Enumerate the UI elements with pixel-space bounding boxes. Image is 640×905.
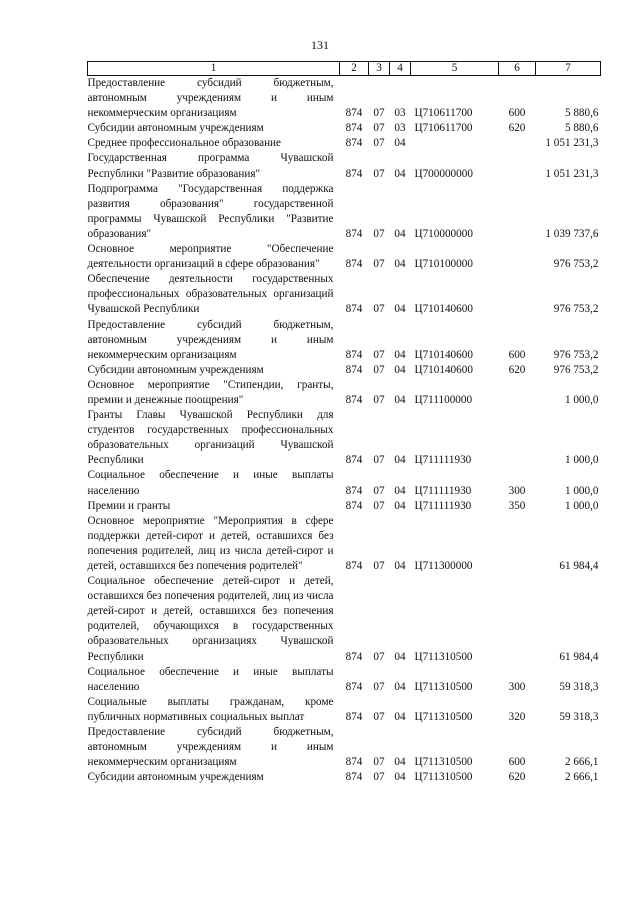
- column-header-6: 6: [499, 62, 536, 76]
- row-section-code: 07: [373, 756, 385, 769]
- row-section-code: 07: [373, 303, 385, 316]
- row-grbs-code: 874: [345, 107, 363, 120]
- row-grbs-code: 874: [345, 348, 363, 361]
- row-amount: 1 051 231,3: [545, 167, 599, 180]
- row-grbs-code: 874: [345, 680, 363, 693]
- row-expense-type-code: 600: [508, 348, 526, 361]
- row-target-article-code: Ц700000000: [414, 167, 473, 180]
- row-expense-type-code: 600: [508, 107, 526, 120]
- column-header-5: 5: [411, 62, 499, 76]
- row-subsection-code: 03: [394, 107, 406, 120]
- row-expense-type-code: 300: [508, 680, 526, 693]
- row-expense-type-code: 620: [508, 771, 526, 784]
- row-target-article-code: Ц710611700: [414, 107, 473, 120]
- row-amount: 59 318,3: [559, 710, 599, 723]
- row-target-article-code: Ц710140600: [414, 348, 473, 361]
- row-grbs-code: 874: [345, 303, 363, 316]
- row-subsection-code: 03: [394, 122, 406, 135]
- row-section-code: 07: [373, 560, 385, 572]
- page-number: 131: [311, 38, 329, 52]
- row-section-code: 07: [373, 258, 385, 271]
- row-subsection-code: 04: [394, 363, 406, 376]
- row-expense-type-code: [499, 151, 536, 181]
- row-grbs-code: 874: [345, 258, 363, 271]
- row-amount: 2 666,1: [564, 771, 599, 784]
- row-expense-type-code: 600: [508, 756, 526, 769]
- row-section-code: 07: [373, 454, 385, 467]
- row-amount: 1 000,0: [564, 484, 599, 497]
- column-header-3: 3: [369, 62, 390, 76]
- row-target-article-code: Ц711300000: [414, 560, 473, 572]
- row-section-code: 07: [373, 137, 385, 150]
- row-name: Основное мероприятие "Мероприятия в сфере поддержки детей-сирот и детей, оставшихся без попечения родителей, лиц из числа детей-сирот и детей, оставшихся без попечения родителей": [87, 514, 334, 572]
- row-amount: 1 039 737,6: [545, 227, 599, 240]
- row-amount: 2 666,1: [564, 756, 599, 769]
- row-section-code: 07: [373, 710, 385, 723]
- row-subsection-code: 04: [394, 560, 406, 572]
- row-amount: 976 753,2: [553, 258, 599, 271]
- row-expense-type-code: [499, 574, 536, 665]
- row-name: Социальное обеспечение детей-сирот и детей, оставшихся без попечения родителей, лиц из числа детей-сирот и детей, оставшихся без попечения родителей, обучающихся в государственных образовательных организациях Чувашской Республики: [87, 575, 334, 663]
- column-header-1: 1: [88, 62, 340, 76]
- table-row: [88, 514, 601, 574]
- row-grbs-code: 874: [345, 393, 363, 406]
- row-target-article-code: Ц711111930: [414, 499, 472, 512]
- row-target-article-code: Ц710611700: [414, 122, 473, 135]
- row-target-article-code: [411, 136, 499, 151]
- row-amount: 976 753,2: [553, 363, 599, 376]
- table-row: [88, 770, 601, 785]
- row-section-code: 07: [373, 680, 385, 693]
- row-grbs-code: 874: [345, 122, 363, 135]
- row-amount: 1 000,0: [564, 393, 599, 406]
- row-expense-type-code: [499, 408, 536, 468]
- row-subsection-code: 04: [394, 650, 406, 663]
- row-grbs-code: 874: [345, 560, 363, 572]
- row-target-article-code: Ц711111930: [414, 454, 472, 467]
- row-expense-type-code: 620: [508, 363, 526, 376]
- row-expense-type-code: [499, 182, 536, 242]
- row-name: Субсидии автономным учреждениям: [87, 363, 264, 376]
- row-expense-type-code: [499, 136, 536, 151]
- table-row: [88, 363, 601, 378]
- row-subsection-code: 04: [394, 771, 406, 784]
- row-amount: 61 984,4: [559, 560, 599, 572]
- row-section-code: 07: [373, 122, 385, 135]
- column-header-4: 4: [390, 62, 411, 76]
- table-row: [88, 182, 601, 242]
- row-name: Основное мероприятие "Обеспечение деятельности организаций в сфере образования": [87, 243, 334, 271]
- header-row: [88, 62, 601, 76]
- row-name: Основное мероприятие "Стипендии, гранты, премии и денежные поощрения": [87, 378, 334, 406]
- row-subsection-code: 04: [394, 348, 406, 361]
- row-subsection-code: 04: [394, 756, 406, 769]
- table-row: [88, 499, 601, 514]
- row-grbs-code: 874: [345, 756, 363, 769]
- row-amount: 976 753,2: [553, 348, 599, 361]
- row-subsection-code: 04: [394, 454, 406, 467]
- row-name: Премии и гранты: [87, 499, 171, 512]
- row-name: Социальное обеспечение и иные выплаты населению: [87, 469, 334, 497]
- row-amount: 1 000,0: [564, 454, 599, 467]
- row-subsection-code: 04: [394, 484, 406, 497]
- row-grbs-code: 874: [345, 499, 363, 512]
- table-row: [88, 408, 601, 468]
- row-name: Социальные выплаты гражданам, кроме публичных нормативных социальных выплат: [87, 695, 334, 723]
- row-name: Предоставление субсидий бюджетным, автономным учреждениям и иным некоммерческим организациям: [87, 77, 334, 120]
- row-target-article-code: Ц711310500: [414, 771, 473, 784]
- row-expense-type-code: 620: [508, 122, 526, 135]
- row-name: Государственная программа Чувашской Республики "Развитие образования": [87, 152, 334, 180]
- row-amount: 61 984,4: [559, 650, 599, 663]
- row-target-article-code: Ц711111930: [414, 484, 472, 497]
- row-grbs-code: 874: [345, 484, 363, 497]
- row-grbs-code: 874: [345, 454, 363, 467]
- row-section-code: 07: [373, 393, 385, 406]
- table-row: [88, 695, 601, 725]
- row-grbs-code: 874: [345, 227, 363, 240]
- row-section-code: 07: [373, 107, 385, 120]
- table-row: [88, 151, 601, 181]
- row-amount: 1 051 231,3: [545, 137, 599, 150]
- row-target-article-code: Ц710100000: [414, 258, 473, 271]
- row-name: Гранты Главы Чувашской Республики для студентов государственных профессиональных образовательных организаций Чувашской Республики: [87, 409, 334, 467]
- row-amount: 976 753,2: [553, 303, 599, 316]
- table-row: [88, 76, 601, 122]
- row-section-code: 07: [373, 650, 385, 663]
- row-subsection-code: 04: [394, 499, 406, 512]
- row-section-code: 07: [373, 771, 385, 784]
- row-name: Предоставление субсидий бюджетным, автономным учреждениям и иным некоммерческим организациям: [87, 318, 334, 361]
- row-name: Социальное обеспечение и иные выплаты населению: [87, 665, 334, 693]
- row-amount: 5 880,6: [564, 107, 599, 120]
- row-target-article-code: Ц710140600: [414, 303, 473, 316]
- budget-table: [87, 61, 601, 785]
- row-grbs-code: 874: [345, 771, 363, 784]
- row-subsection-code: 04: [394, 137, 406, 150]
- row-amount: 1 000,0: [564, 499, 599, 512]
- table-body: [88, 76, 601, 786]
- column-header-2: 2: [340, 62, 369, 76]
- row-subsection-code: 04: [394, 680, 406, 693]
- row-subsection-code: 04: [394, 167, 406, 180]
- table-row: [88, 468, 601, 498]
- table-row: [88, 272, 601, 317]
- row-expense-type-code: 350: [508, 499, 526, 512]
- row-section-code: 07: [373, 363, 385, 376]
- row-target-article-code: Ц711310500: [414, 680, 473, 693]
- table-row: [88, 725, 601, 770]
- table-row: [88, 318, 601, 363]
- row-grbs-code: 874: [345, 167, 363, 180]
- row-target-article-code: Ц710140600: [414, 363, 473, 376]
- row-section-code: 07: [373, 348, 385, 361]
- row-section-code: 07: [373, 499, 385, 512]
- row-target-article-code: Ц710000000: [414, 227, 473, 240]
- row-subsection-code: 04: [394, 258, 406, 271]
- table-row: [88, 378, 601, 408]
- row-name: Обеспечение деятельности государственных профессиональных образовательных организаций Чувашской Республики: [87, 273, 334, 316]
- row-section-code: 07: [373, 484, 385, 497]
- row-name: Субсидии автономным учреждениям: [87, 771, 264, 784]
- row-grbs-code: 874: [345, 137, 363, 150]
- row-name: Субсидии автономным учреждениям: [87, 122, 264, 135]
- row-expense-type-code: 300: [508, 484, 526, 497]
- row-target-article-code: Ц711310500: [414, 650, 473, 663]
- row-subsection-code: 04: [394, 710, 406, 723]
- row-target-article-code: Ц711310500: [414, 756, 473, 769]
- row-expense-type-code: [499, 378, 536, 408]
- table-row: [88, 574, 601, 665]
- row-expense-type-code: 320: [508, 710, 526, 723]
- row-grbs-code: 874: [345, 363, 363, 376]
- table-row: [88, 121, 601, 136]
- row-amount: 59 318,3: [559, 680, 599, 693]
- row-subsection-code: 04: [394, 227, 406, 240]
- table-row: [88, 665, 601, 695]
- row-grbs-code: 874: [345, 710, 363, 723]
- row-name: Среднее профессиональное образование: [87, 137, 282, 150]
- table-header: [88, 62, 601, 76]
- table-row: [88, 136, 601, 151]
- table-row: [88, 242, 601, 272]
- row-section-code: 07: [373, 167, 385, 180]
- row-subsection-code: 04: [394, 393, 406, 406]
- row-section-code: 07: [373, 227, 385, 240]
- row-subsection-code: 04: [394, 303, 406, 316]
- row-expense-type-code: [499, 272, 536, 317]
- row-expense-type-code: [499, 242, 536, 272]
- row-target-article-code: Ц711100000: [414, 393, 473, 406]
- row-target-article-code: Ц711310500: [414, 710, 473, 723]
- row-name: Предоставление субсидий бюджетным, автономным учреждениям и иным некоммерческим организациям: [87, 726, 334, 769]
- row-name: Подпрограмма "Государственная поддержка развития образования" государственной программы Чувашской Республики "Развитие образования": [87, 182, 334, 240]
- row-amount: 5 880,6: [564, 122, 599, 135]
- column-header-7: 7: [536, 62, 601, 76]
- row-grbs-code: 874: [345, 650, 363, 663]
- row-expense-type-code: [499, 514, 536, 574]
